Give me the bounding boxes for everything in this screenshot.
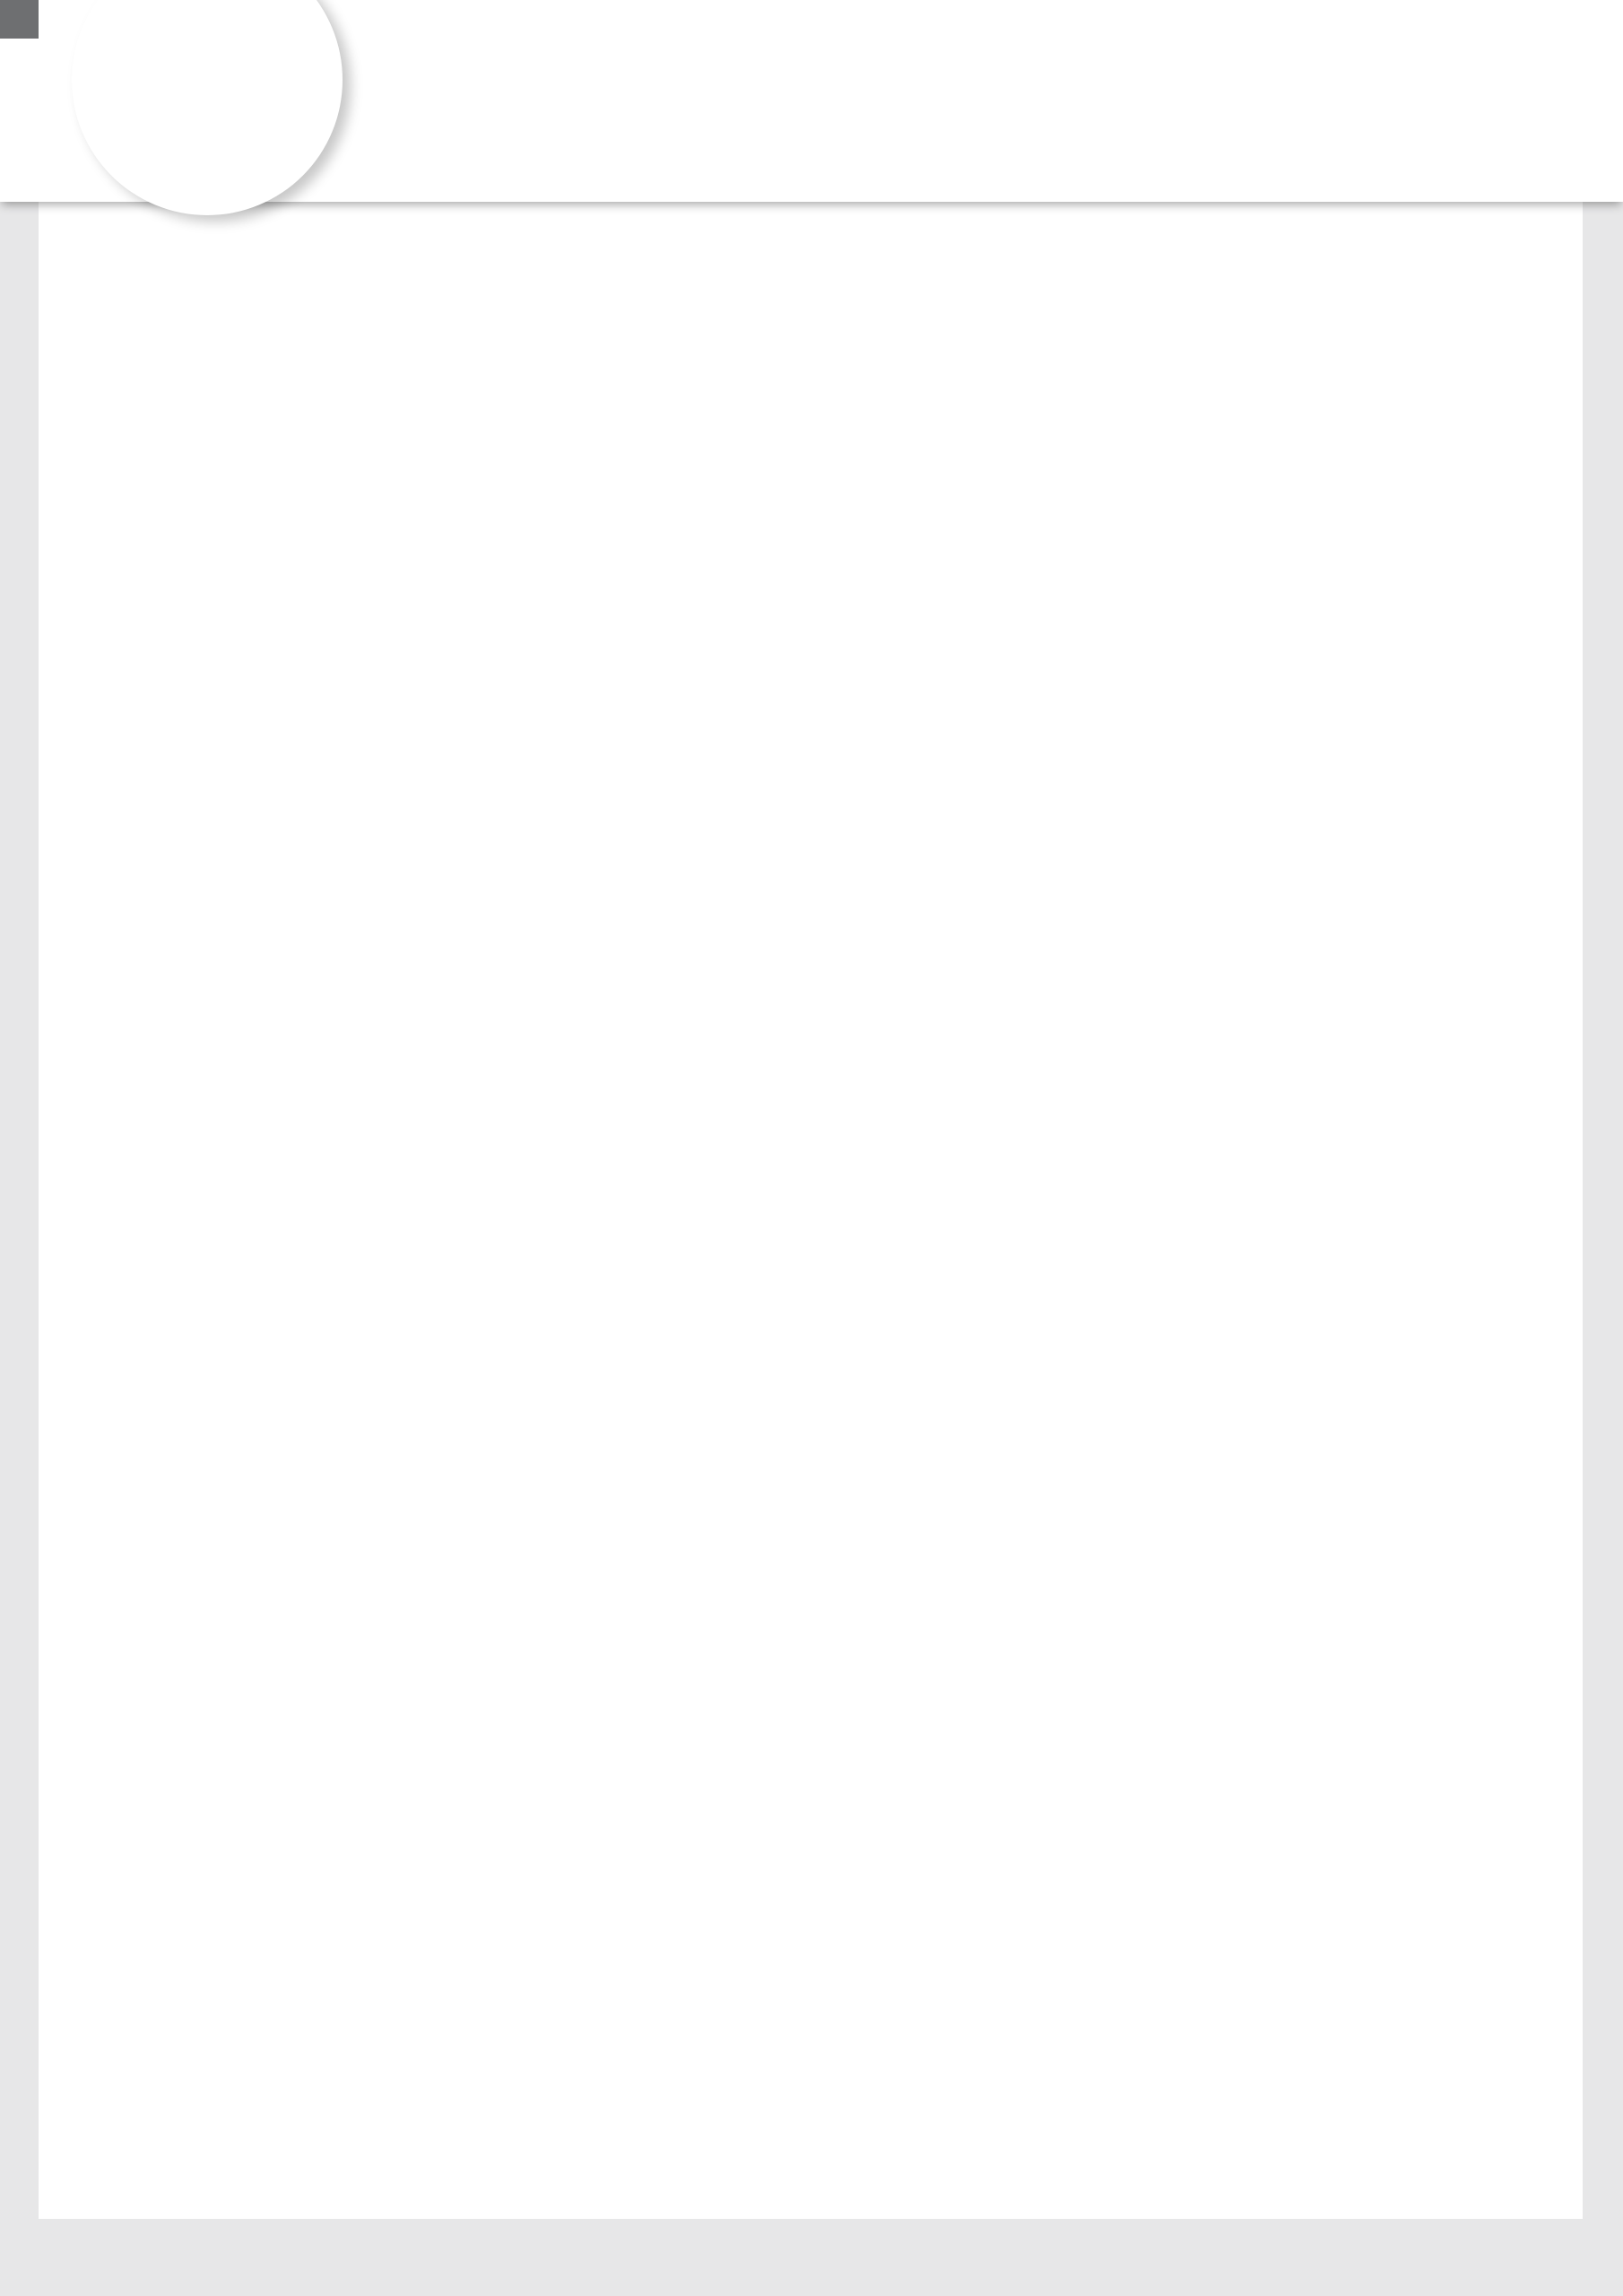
- footer-band: [0, 2219, 1623, 2296]
- corner-decoration-square: [0, 0, 39, 39]
- page-content: [39, 202, 1583, 2219]
